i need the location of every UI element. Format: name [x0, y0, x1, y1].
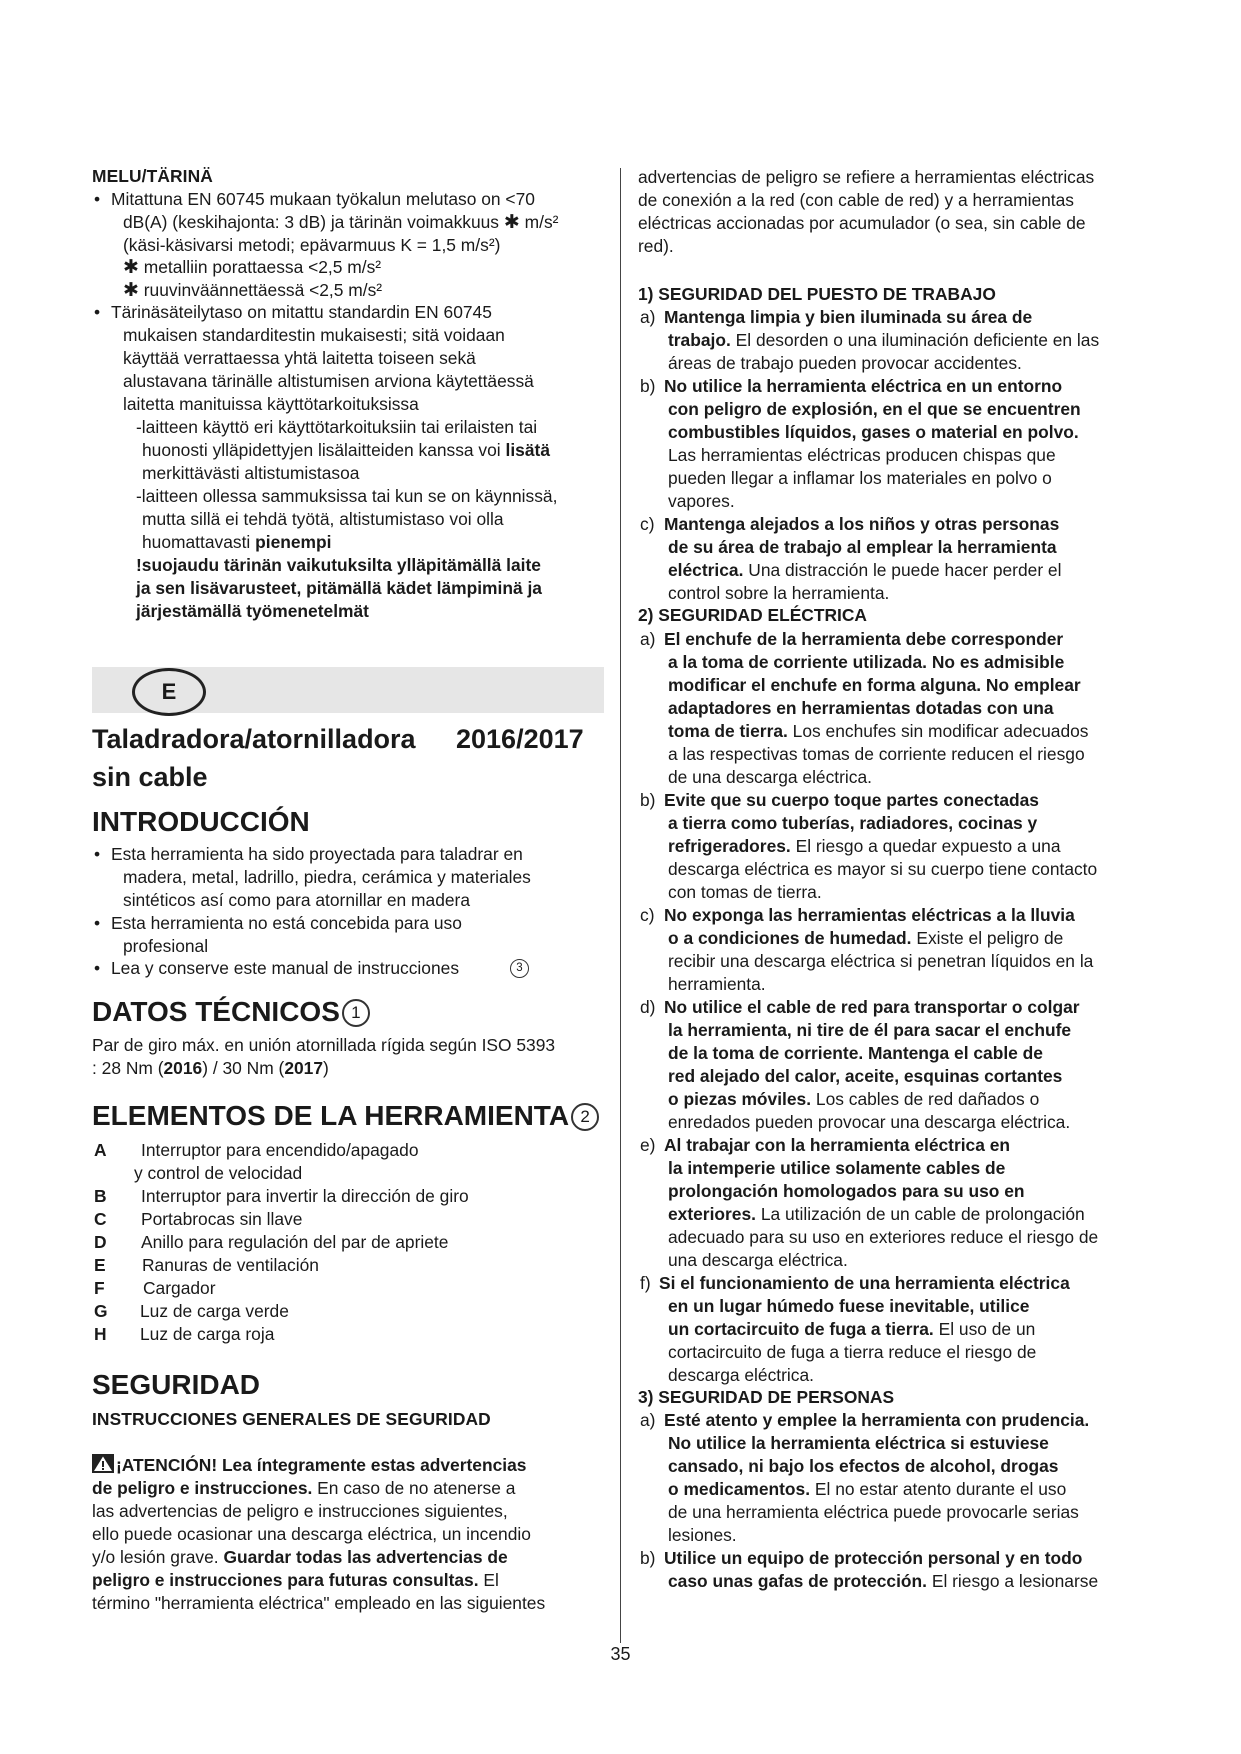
tech-line1: Par de giro máx. en unión atornillada rígida según ISO 5393: [92, 1035, 556, 1055]
figure-ref-3: 3: [510, 959, 529, 978]
warning-icon: [92, 1454, 114, 1479]
asterisk-icon: ✱: [123, 257, 139, 278]
column-divider: [620, 168, 621, 1643]
section-1-heading: 1) SEGURIDAD DEL PUESTO DE TRABAJO: [638, 284, 996, 304]
intro-heading: INTRODUCCIÓN: [92, 806, 310, 837]
safety-heading: SEGURIDAD: [92, 1369, 261, 1400]
page-number: 35: [610, 1644, 631, 1664]
elements-heading: ELEMENTOS DE LA HERRAMIENTA 2: [92, 1100, 612, 1132]
safety-subheading: INSTRUCCIONES GENERALES DE SEGURIDAD: [92, 1409, 491, 1429]
warning-line: ¡ATENCIÓN! Lea íntegramente estas advertencias: [92, 1454, 612, 1479]
figure-ref-1: 1: [342, 999, 370, 1027]
tech-line2: : 28 Nm (2016) / 30 Nm (2017): [92, 1058, 329, 1078]
figure-ref-2: 2: [571, 1103, 599, 1131]
asterisk-icon: ✱: [123, 280, 139, 301]
asterisk-icon: ✱: [503, 212, 520, 233]
section-3-heading: 3) SEGURIDAD DE PERSONAS: [638, 1387, 895, 1407]
section-2-heading: 2) SEGURIDAD ELÉCTRICA: [638, 605, 867, 625]
product-title-line2: sin cable: [92, 762, 208, 792]
product-title: Taladradora/atornilladora 2016/2017: [92, 724, 584, 754]
finnish-heading: MELU/TÄRINÄ: [92, 166, 213, 186]
language-badge: E: [132, 668, 206, 716]
tech-heading: DATOS TÉCNICOS 1: [92, 996, 612, 1028]
